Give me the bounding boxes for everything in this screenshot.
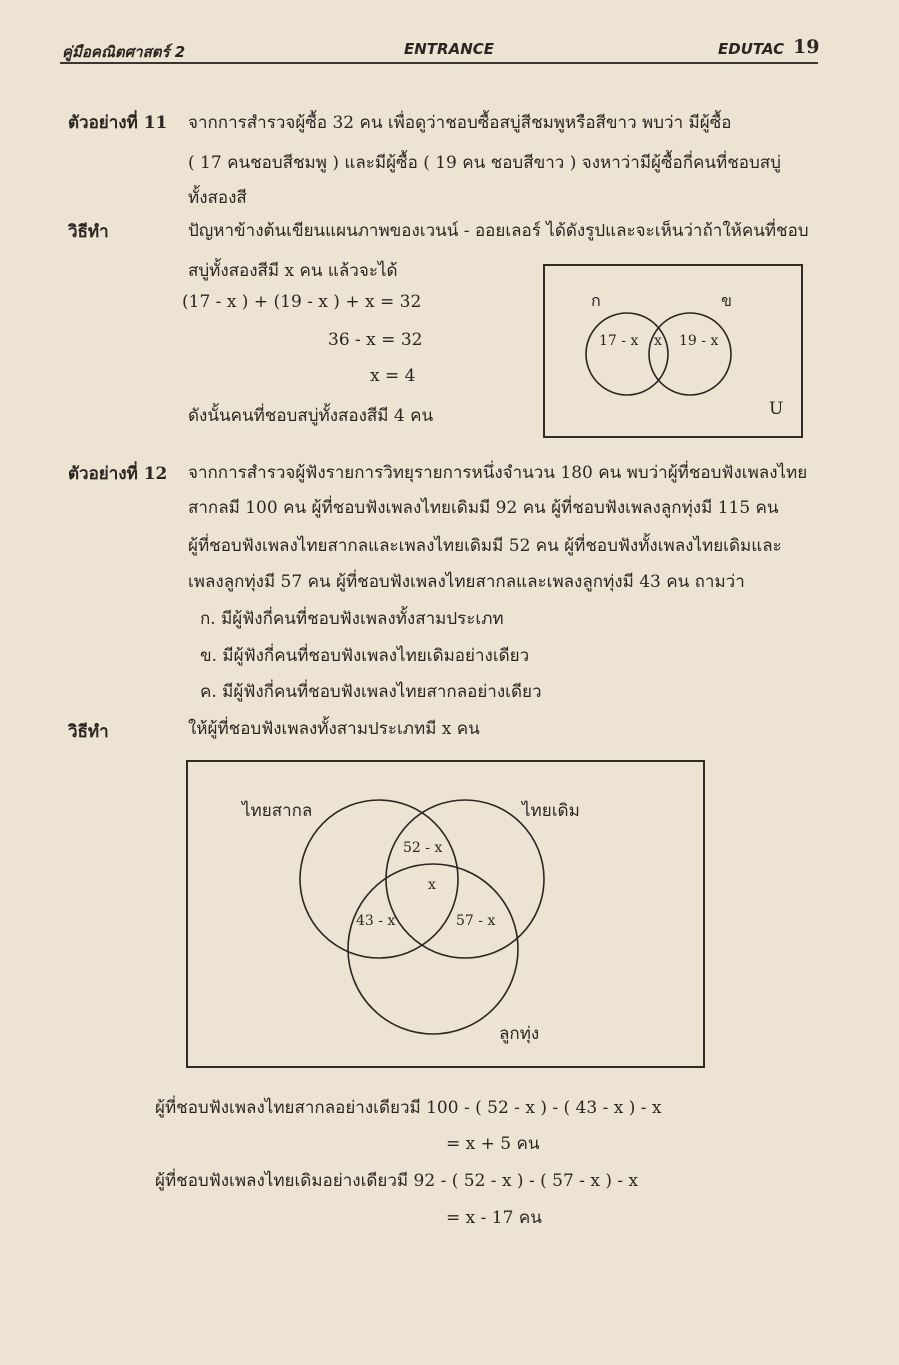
question-b: ข. มีผู้ฟังกี่คนที่ชอบฟังเพลงไทยเดิมอย่างเดียว bbox=[200, 646, 530, 666]
thai-international-label: ไทยสากล bbox=[242, 801, 313, 821]
publisher-brand: EDUTAC bbox=[718, 40, 785, 58]
region-abc: x bbox=[428, 877, 436, 893]
solution-12-intro: ให้ผู้ที่ชอบฟังเพลงทั้งสามประเภทมี x คน bbox=[188, 719, 480, 739]
region-ab: 52 - x bbox=[403, 840, 443, 856]
equation-1: (17 - x ) + (19 - x ) + x = 32 bbox=[182, 292, 422, 312]
equation-3: x = 4 bbox=[370, 366, 416, 386]
venn-diagram-two-sets bbox=[543, 264, 803, 438]
header-rule bbox=[60, 62, 818, 64]
example-11-line-2: ( 17 คนชอบสีชมพู ) และมีผู้ซื้อ ( 19 คน ชอบสีขาว ) จงหาว่ามีผู้ซื้อกี่คนที่ชอบสบู่ bbox=[188, 153, 781, 173]
example-11-label: ตัวอย่างที่ 11 bbox=[68, 113, 168, 133]
thai-traditional-label: ไทยเดิม bbox=[522, 801, 580, 821]
intersection-region: x bbox=[654, 333, 662, 349]
set-b-label: ข bbox=[721, 291, 732, 310]
set-a-circle bbox=[586, 313, 668, 395]
venn-diagram-three-sets bbox=[186, 760, 705, 1068]
region-bc: 57 - x bbox=[456, 913, 496, 929]
calculation-thai-international-result: = x + 5 คน bbox=[446, 1134, 540, 1154]
only-b-region: 19 - x bbox=[679, 333, 719, 349]
example-12-line-2: สากลมี 100 คน ผู้ที่ชอบฟังเพลงไทยเดิมมี 92 คน ผู้ที่ชอบฟังเพลงลูกทุ่งมี 115 คน bbox=[188, 498, 779, 518]
example-12-line-1: จากการสำรวจผู้ฟังรายการวิทยุรายการหนึ่งจำนวน 180 คน พบว่าผู้ที่ชอบฟังเพลงไทย bbox=[188, 463, 808, 483]
section-title: ENTRANCE bbox=[404, 40, 494, 58]
universe-label: U bbox=[769, 399, 784, 419]
calculation-thai-international-only: ผู้ที่ชอบฟังเพลงไทยสากลอย่างเดียวมี 100 - ( 52 - x ) - ( 43 - x ) - x bbox=[155, 1098, 662, 1118]
example-11-line-3: ทั้งสองสี bbox=[188, 188, 247, 208]
question-a: ก. มีผู้ฟังกี่คนที่ชอบฟังเพลงทั้งสามประเภท bbox=[200, 609, 504, 629]
book-title: คู่มือคณิตศาสตร์ 2 bbox=[62, 43, 186, 61]
venn-three-sets-svg bbox=[188, 762, 703, 1066]
calculation-thai-traditional-only: ผู้ที่ชอบฟังเพลงไทยเดิมอย่างเดียวมี 92 - ( 52 - x ) - ( 57 - x ) - x bbox=[155, 1171, 639, 1191]
calculation-thai-traditional-result: = x - 17 คน bbox=[446, 1208, 542, 1228]
example-12-label: ตัวอย่างที่ 12 bbox=[68, 464, 168, 484]
venn-two-sets-svg bbox=[545, 266, 801, 436]
example-12-line-4: เพลงลูกทุ่งมี 57 คน ผู้ที่ชอบฟังเพลงไทยสากลและเพลงลูกทุ่งมี 43 คน ถามว่า bbox=[188, 572, 745, 592]
example-12-line-3: ผู้ที่ชอบฟังเพลงไทยสากลและเพลงไทยเดิมมี 52 คน ผู้ที่ชอบฟังทั้งเพลงไทยเดิมและ bbox=[188, 536, 782, 556]
set-a-label: ก bbox=[591, 291, 601, 310]
solution-11-line-2: สบู่ทั้งสองสีมี x คน แล้วจะได้ bbox=[188, 261, 398, 281]
page-number: 19 bbox=[793, 36, 820, 58]
solution-11-line-1: ปัญหาข้างต้นเขียนแผนภาพของเวนน์ - ออยเลอร์ ได้ดังรูปและจะเห็นว่าถ้าให้คนที่ชอบ bbox=[188, 221, 809, 241]
luk-thung-label: ลูกทุ่ง bbox=[499, 1024, 540, 1044]
thai-traditional-circle bbox=[386, 800, 544, 958]
equation-2: 36 - x = 32 bbox=[328, 330, 423, 350]
solution-12-label: วิธีทำ bbox=[68, 722, 109, 742]
solution-11-conclusion: ดังนั้นคนที่ชอบสบู่ทั้งสองสีมี 4 คน bbox=[188, 406, 434, 426]
only-a-region: 17 - x bbox=[599, 333, 639, 349]
question-c: ค. มีผู้ฟังกี่คนที่ชอบฟังเพลงไทยสากลอย่างเดียว bbox=[200, 682, 542, 702]
example-11-line-1: จากการสำรวจผู้ซื้อ 32 คน เพื่อดูว่าชอบซื้อสบู่สีชมพูหรือสีขาว พบว่า มีผู้ซื้อ bbox=[188, 113, 732, 133]
region-ac: 43 - x bbox=[356, 913, 396, 929]
solution-11-label: วิธีทำ bbox=[68, 222, 109, 242]
set-b-circle bbox=[649, 313, 731, 395]
